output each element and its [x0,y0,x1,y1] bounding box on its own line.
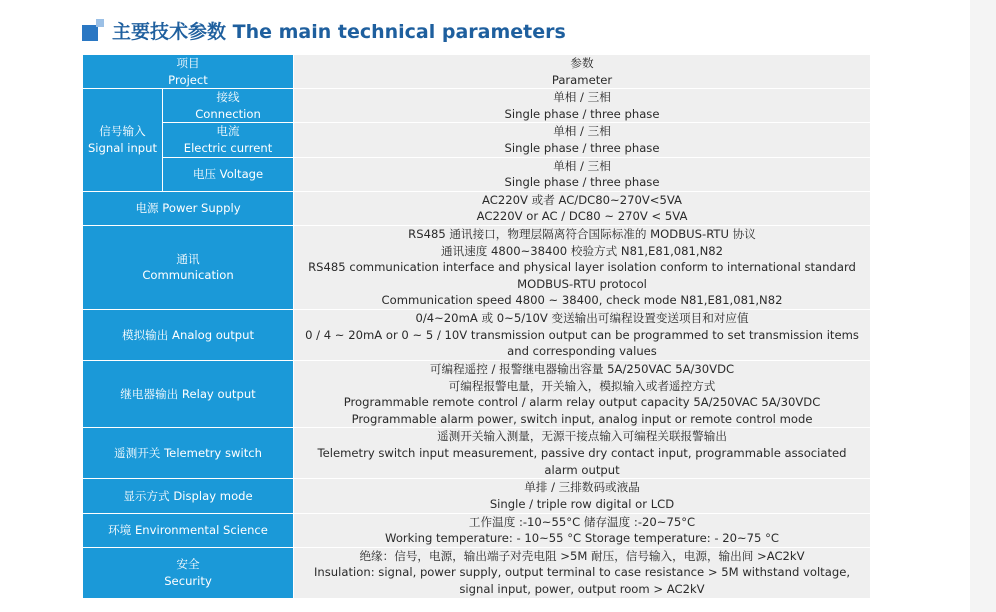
environment-value: 工作温度 :-10~55°C 储存温度 :-20~75°C Working temperature: - 10~55 °C Storage temperature: - 20~75 °C [294,513,871,547]
relay-output-value: 可编程遥控 / 报警继电器输出容量 5A/250VAC 5A/30VDC 可编程报警电量，开关输入，模拟输入或者遥控方式 Programmable remote control / alarm relay output capacity 5A/250VAC 5A/30VDC Programmable alarm power, switch input, analog input or remote control mode [294,360,871,427]
current-label: 电流 Electric current [163,123,294,157]
relay-output-label: 继电器输出 Relay output [83,360,294,427]
power-supply-label: 电源 Power Supply [83,191,294,225]
table-header-row [83,55,871,89]
square-bullet-icon [82,19,104,41]
header-parameter: 参数 Parameter [294,55,871,89]
analog-output-label: 模拟输出 Analog output [83,309,294,360]
communication-label: 通讯 Communication [83,225,294,309]
security-value: 绝缘：信号，电源，输出端子对壳电阻 >5M 耐压，信号输入，电源，输出间 >AC2kV Insulation: signal, power supply, output terminal to case resistance > 5M withstand voltage, signal input, power, output room > AC2kV [294,547,871,598]
table-row-connection [83,89,871,123]
analog-output-value: 0/4~20mA 或 0~5/10V 变送输出可编程设置变送项目和对应值 0 / 4 ~ 20mA or 0 ~ 5 / 10V transmission output can be programmed to set transmission items and corresponding values [294,309,871,360]
voltage-value: 单相 / 三相 Single phase / three phase [294,157,871,191]
header-project: 项目 Project [83,55,294,89]
table-row-analog-output [83,309,871,360]
right-edge-strip [970,0,996,612]
table-row-environment [83,513,871,547]
display-mode-label: 显示方式 Display mode [83,479,294,513]
signal-input-label: 信号输入 Signal input [83,89,163,192]
current-value: 单相 / 三相 Single phase / three phase [294,123,871,157]
voltage-label: 电压 Voltage [163,157,294,191]
telemetry-switch-value: 遥测开关输入测量，无源干接点输入可编程关联报警输出 Telemetry switch input measurement, passive dry contact input, programmable associated alarm output [294,428,871,479]
parameters-table [82,54,871,599]
section-heading [82,14,566,46]
security-label: 安全 Security [83,547,294,598]
table-row-telemetry-switch [83,428,871,479]
table-row-power-supply [83,191,871,225]
section-title: 主要技术参数 The main technical parameters [112,20,566,43]
power-supply-value: AC220V 或者 AC/DC80~270V<5VA AC220V or AC / DC80 ~ 270V < 5VA [294,191,871,225]
connection-label: 接线 Connection [163,89,294,123]
table-row-display-mode [83,479,871,513]
table-row-relay-output [83,360,871,427]
table-row-security [83,547,871,598]
display-mode-value: 单排 / 三排数码或液晶 Single / triple row digital or LCD [294,479,871,513]
table-row-communication [83,225,871,309]
table-row-voltage [83,157,871,191]
telemetry-switch-label: 遥测开关 Telemetry switch [83,428,294,479]
environment-label: 环境 Environmental Science [83,513,294,547]
connection-value: 单相 / 三相 Single phase / three phase [294,89,871,123]
communication-value: RS485 通讯接口，物理层隔离符合国际标准的 MODBUS-RTU 协议 通讯速度 4800~38400 校验方式 N81,E81,081,N82 RS485 communication interface and physical layer isolation conform to international standard MODBUS-RTU protocol Communication speed 4800 ~ 38400, check mode N81,E81,081,N82 [294,225,871,309]
table-row-current [83,123,871,157]
